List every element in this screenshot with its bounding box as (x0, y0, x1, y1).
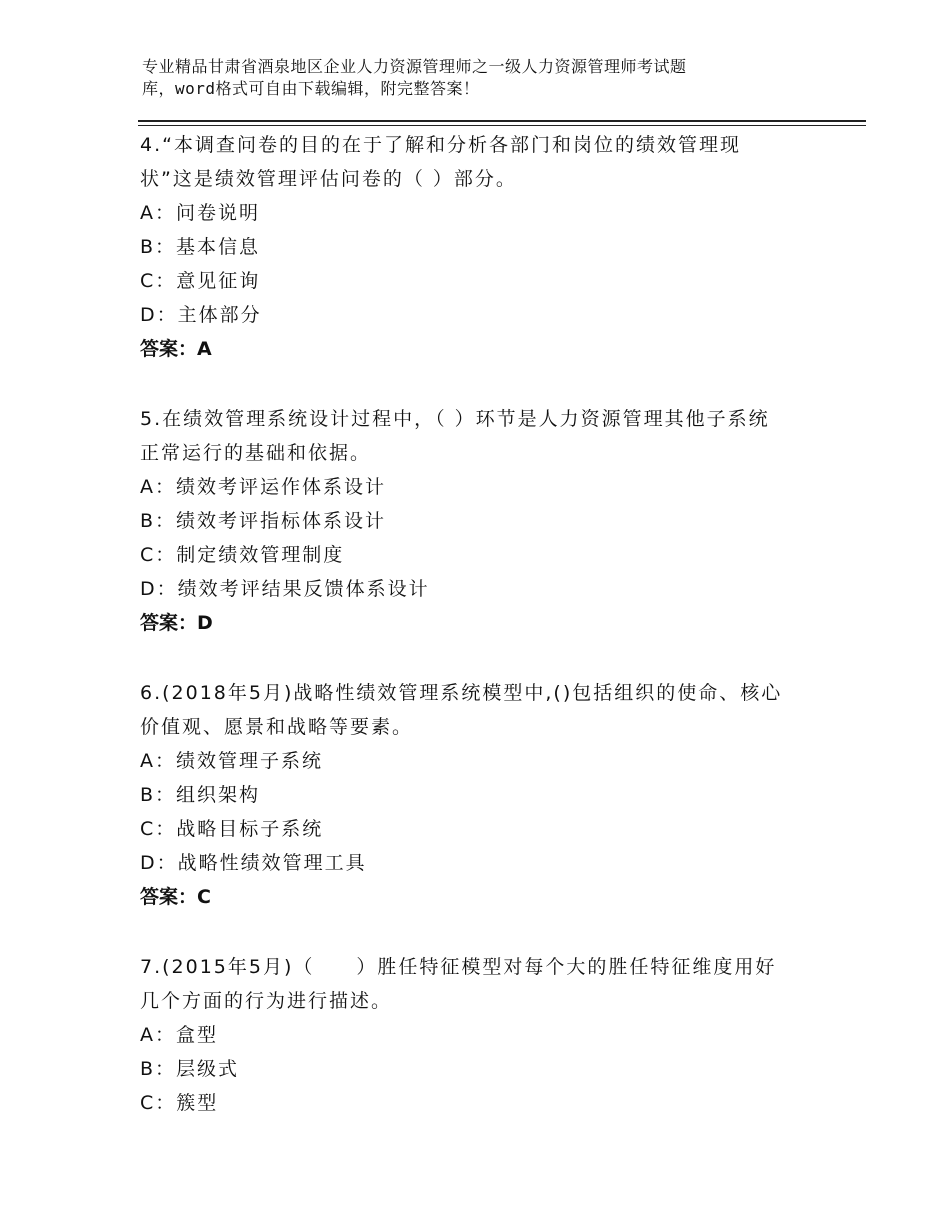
option-d: D：主体部分 (140, 304, 262, 326)
question-text-line: 正常运行的基础和依据。 (140, 442, 372, 464)
question-text-line: 价值观、愿景和战略等要素。 (140, 716, 414, 738)
option-b: B：组织架构 (140, 784, 261, 806)
question-text-line: 几个方面的行为进行描述。 (140, 990, 393, 1012)
answer: 答案：A (140, 338, 212, 360)
option-c: C：制定绩效管理制度 (140, 544, 345, 566)
option-b: B：基本信息 (140, 236, 261, 258)
question-text-line: 6.(2018年5月)战略性绩效管理系统模型中,()包括组织的使命、核心 (140, 682, 783, 704)
question-7 (140, 950, 840, 1120)
option-c: C：意见征询 (140, 270, 261, 292)
option-b: B：层级式 (140, 1058, 240, 1080)
option-d: D：绩效考评结果反馈体系设计 (140, 578, 430, 600)
answer: 答案：C (140, 886, 211, 908)
option-b: B：绩效考评指标体系设计 (140, 510, 387, 532)
header-rule-thin (138, 125, 866, 126)
option-a: A：绩效考评运作体系设计 (140, 476, 386, 498)
option-a: A：问卷说明 (140, 202, 260, 224)
question-text-line: 7.(2015年5月)（ ）胜任特征模型对每个大的胜任特征维度用好 (140, 956, 777, 978)
question-text-line: 状”这是绩效管理评估问卷的（ ）部分。 (140, 168, 517, 190)
header-line-2: 库，word格式可自由下载编辑，附完整答案！ (142, 79, 480, 98)
option-a: A：绩效管理子系统 (140, 750, 323, 772)
question-6 (140, 676, 840, 914)
document-header (142, 56, 842, 100)
question-text-line: 5.在绩效管理系统设计过程中，（ ）环节是人力资源管理其他子系统 (140, 408, 770, 430)
answer: 答案：D (140, 612, 213, 634)
question-list (140, 128, 840, 1156)
header-rule-thick (138, 120, 866, 122)
option-a: A：盒型 (140, 1024, 218, 1046)
option-c: C：簇型 (140, 1092, 219, 1114)
question-text-line: 4.“本调查问卷的目的在于了解和分析各部门和岗位的绩效管理现 (140, 134, 741, 156)
option-c: C：战略目标子系统 (140, 818, 324, 840)
option-d: D：战略性绩效管理工具 (140, 852, 367, 874)
question-4 (140, 128, 840, 366)
header-line-1: 专业精品甘肃省酒泉地区企业人力资源管理师之一级人力资源管理师考试题 (142, 57, 687, 76)
question-5 (140, 402, 840, 640)
